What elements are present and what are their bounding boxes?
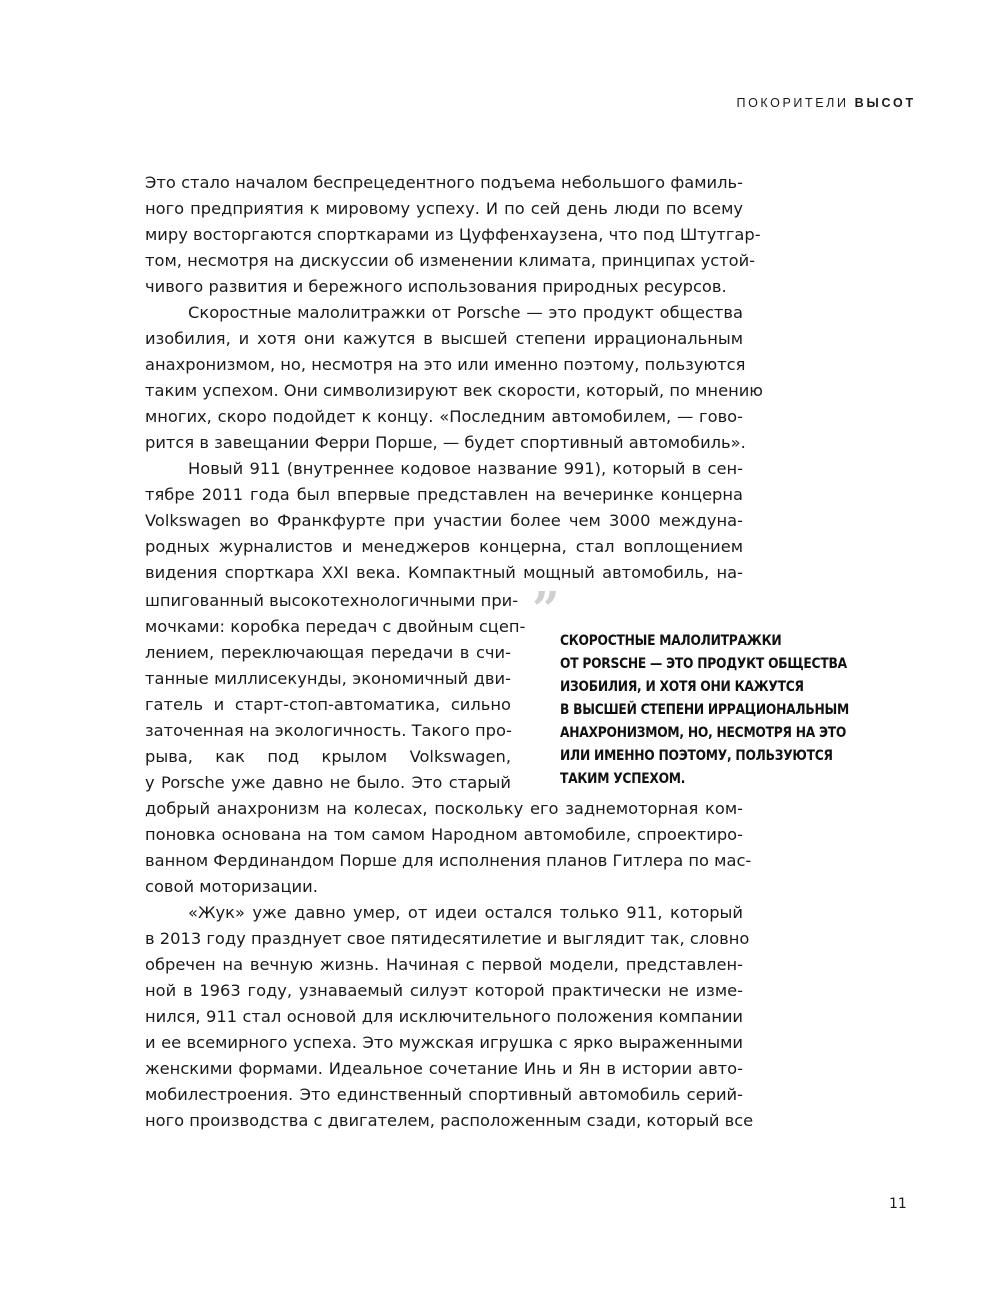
text-line: лением, переключающая передачи в счи- — [145, 643, 511, 662]
text-line: добрый анахронизм на колесах, поскольку его заднемоторная ком- — [145, 799, 743, 818]
text-line: у Porsche уже давно не было. Это старый — [145, 773, 511, 792]
text-line: миру восторгаются спорткарами из Цуффенхаузена, что под Штутгар- — [145, 225, 761, 244]
pull-quote-line: ИЗОБИЛИЯ, И ХОТЯ ОНИ КАЖУТСЯ — [560, 679, 804, 695]
pull-quote-line: ИЛИ ИМЕННО ПОЭТОМУ, ПОЛЬЗУЮТСЯ — [560, 748, 833, 764]
text-line: ной в 1963 году, узнаваемый силуэт которой практически не изме- — [145, 981, 743, 1000]
running-head-regular: ПОКОРИТЕЛИ — [736, 96, 849, 110]
text-line: многих, скоро подойдет к концу. «Последним автомобилем, — гово- — [145, 407, 743, 426]
text-line: ванном Фердинандом Порше для исполнения планов Гитлера по мас- — [145, 851, 752, 870]
body-text-wrapped — [145, 588, 526, 796]
pull-quote-line: АНАХРОНИЗМОМ, НО, НЕСМОТРЯ НА ЭТО — [560, 725, 847, 741]
text-line: тябре 2011 года был впервые представлен на вечеринке концерна — [145, 485, 743, 504]
text-line: «Жук» уже давно умер, от идеи остался только 911, который — [188, 903, 743, 922]
pull-quote-line: СКОРОСТНЫЕ МАЛОЛИТРАЖКИ — [560, 633, 782, 649]
page-number: 11 — [889, 1196, 907, 1212]
quote-mark-icon: ” — [532, 582, 560, 638]
text-line: Это стало началом беспрецедентного подъема небольшого фамиль- — [145, 173, 743, 192]
body-text-top — [145, 170, 764, 586]
text-line: поновка основана на том самом Народном автомобиле, спроектиро- — [145, 825, 743, 844]
text-line: рыва, как под крылом Volkswagen, — [145, 747, 511, 766]
text-line: том, несмотря на дискуссии об изменении климата, принципах устой- — [145, 251, 756, 270]
text-line: рится в завещании Ферри Порше, — будет спортивный автомобиль». — [145, 433, 746, 452]
text-line: гатель и старт-стоп-автоматика, сильно — [145, 695, 511, 714]
running-head — [737, 96, 916, 110]
text-line: Volkswagen во Франкфурте при участии более чем 3000 междуна- — [145, 511, 743, 530]
pull-quote-line: В ВЫСШЕЙ СТЕПЕНИ ИРРАЦИОНАЛЬНЫМ — [560, 702, 849, 718]
text-line: ного производства с двигателем, расположенным сзади, который все — [145, 1111, 754, 1130]
text-line: Скоростные малолитражки от Porsche — это продукт общества — [188, 303, 743, 322]
text-line: танные миллисекунды, экономичный дви- — [145, 669, 511, 688]
pull-quote-text — [560, 630, 849, 791]
pull-quote-line: ТАКИМ УСПЕХОМ. — [560, 771, 686, 787]
text-line: обречен на вечную жизнь. Начиная с первой модели, представлен- — [145, 955, 743, 974]
text-line: анахронизмом, но, несмотря на это или именно поэтому, пользуются — [145, 355, 746, 374]
text-line: ного предприятия к мировому успеху. И по сей день люди по всему — [145, 199, 743, 218]
running-head-bold: ВЫСОТ — [854, 96, 916, 110]
text-line: мобилестроения. Это единственный спортивный автомобиль серий- — [145, 1085, 743, 1104]
text-line: чивого развития и бережного использования природных ресурсов. — [145, 277, 727, 296]
text-line: изобилия, и хотя они кажутся в высшей степени иррациональным — [145, 329, 743, 348]
text-line: шпигованный высокотехнологичными при- — [145, 591, 519, 610]
text-line: Новый 911 (внутреннее кодовое название 991), который в сен- — [188, 459, 743, 478]
text-line: мочками: коробка передач с двойным сцеп- — [145, 617, 526, 636]
text-line: в 2013 году празднует свое пятидесятилетие и выглядит так, словно — [145, 929, 750, 948]
text-line: видения спорткара XXI века. Компактный мощный автомобиль, на- — [145, 563, 743, 582]
text-line: нился, 911 стал основой для исключительного положения компании — [145, 1007, 743, 1026]
text-line: женскими формами. Идеальное сочетание Инь и Ян в истории авто- — [145, 1059, 743, 1078]
text-line: заточенная на экологичность. Такого про- — [145, 721, 512, 740]
text-line: и ее всемирного успеха. Это мужская игрушка с ярко выраженными — [145, 1033, 743, 1052]
text-line: родных журналистов и менеджеров концерна, стал воплощением — [145, 537, 743, 556]
body-text-bottom — [145, 796, 754, 1134]
pull-quote-line: ОТ PORSCHE — ЭТО ПРОДУКТ ОБЩЕСТВА — [560, 656, 847, 672]
text-line: совой моторизации. — [145, 877, 318, 896]
text-line: таким успехом. Они символизируют век скорости, который, по мнению — [145, 381, 764, 400]
